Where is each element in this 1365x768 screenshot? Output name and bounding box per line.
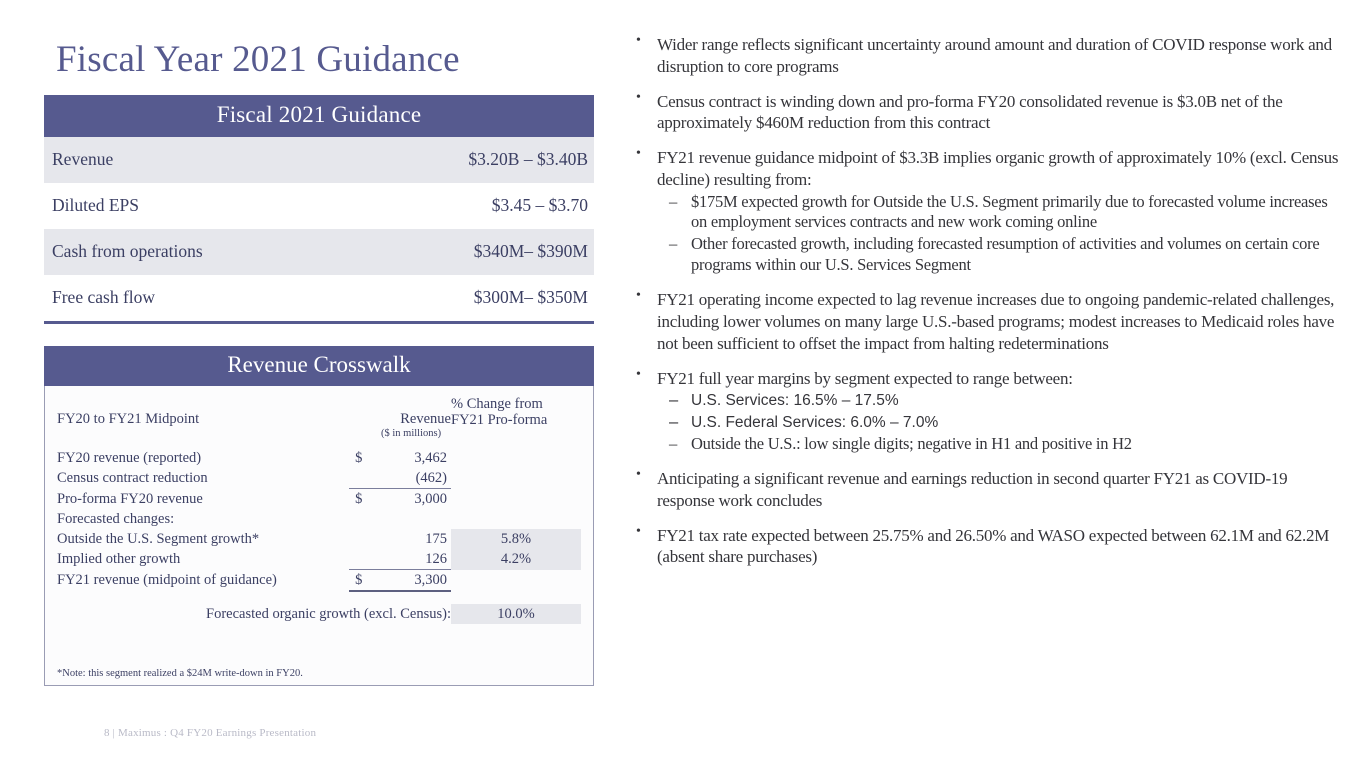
list-item bbox=[632, 147, 1344, 276]
crosswalk-pct bbox=[451, 509, 581, 529]
crosswalk-units: ($ in millions) bbox=[381, 428, 442, 440]
sub-bullet-text: Outside the U.S.: low single digits; negative in H1 and positive in H2 bbox=[691, 434, 1132, 454]
table-row bbox=[57, 509, 581, 529]
guidance-table-bottom-rule bbox=[44, 321, 594, 324]
sub-bullet-text: Other forecasted growth, including forecasted resumption of activities and volumes on certain core programs within our U.S. Services Segment bbox=[691, 234, 1320, 275]
crosswalk-item: Forecasted changes: bbox=[57, 511, 175, 528]
crosswalk-col-pct-line2: FY21 Pro-forma bbox=[451, 411, 548, 428]
list-item bbox=[632, 91, 1344, 135]
crosswalk-col-label: FY20 to FY21 Midpoint bbox=[57, 411, 200, 428]
guidance-table bbox=[44, 137, 594, 321]
left-column bbox=[44, 40, 594, 686]
crosswalk-box bbox=[44, 386, 594, 686]
bullet-text: Census contract is winding down and pro-forma FY20 consolidated revenue is $3.0B net of the approximately $460M reduction from this contract bbox=[657, 91, 1283, 133]
crosswalk-pct bbox=[451, 439, 581, 468]
crosswalk-amount: 3,300 bbox=[371, 570, 451, 592]
table-row bbox=[57, 549, 581, 570]
crosswalk-note: *Note: this segment realized a $24M write-down in FY20. bbox=[57, 667, 303, 679]
guidance-table-header: Fiscal 2021 Guidance bbox=[44, 95, 594, 137]
crosswalk-col-pct-line1: % Change from bbox=[451, 395, 543, 412]
crosswalk-item: Census contract reduction bbox=[57, 470, 208, 487]
crosswalk-amount: 3,462 bbox=[414, 450, 447, 467]
crosswalk-amount: (462) bbox=[371, 468, 451, 489]
crosswalk-amount: 175 bbox=[425, 531, 447, 548]
list-item bbox=[657, 234, 1344, 276]
crosswalk-currency: $ bbox=[349, 570, 371, 592]
crosswalk-currency bbox=[349, 529, 371, 549]
sub-bullet-text: U.S. Federal Services: 6.0% – 7.0% bbox=[691, 414, 939, 432]
list-item bbox=[632, 368, 1344, 456]
crosswalk-units-row bbox=[57, 428, 581, 439]
table-row bbox=[44, 275, 594, 321]
table-row bbox=[44, 183, 594, 229]
crosswalk-pct: 4.2% bbox=[451, 549, 581, 570]
guidance-row-label: Free cash flow bbox=[44, 275, 351, 321]
sub-bullet-list bbox=[657, 192, 1344, 277]
crosswalk-organic-label: Forecasted organic growth (excl. Census): bbox=[206, 606, 451, 623]
guidance-row-value: $3.20B – $3.40B bbox=[351, 137, 594, 183]
crosswalk-organic-row bbox=[57, 604, 581, 624]
crosswalk-item: Outside the U.S. Segment growth* bbox=[57, 531, 260, 548]
sub-bullet-text: U.S. Services: 16.5% – 17.5% bbox=[691, 392, 899, 410]
crosswalk-currency bbox=[349, 468, 371, 489]
table-row bbox=[44, 229, 594, 275]
guidance-row-label: Revenue bbox=[44, 137, 351, 183]
crosswalk-item: FY21 revenue (midpoint of guidance) bbox=[57, 572, 277, 589]
bullet-list bbox=[632, 34, 1344, 568]
list-item bbox=[657, 434, 1344, 455]
list-item bbox=[657, 390, 1344, 411]
crosswalk-spacer bbox=[57, 591, 581, 604]
bullet-text: Wider range reflects significant uncertainty around amount and duration of COVID response work and disruption to core programs bbox=[657, 35, 1332, 76]
crosswalk-currency bbox=[349, 549, 371, 570]
crosswalk-col-revenue: Revenue bbox=[400, 411, 451, 428]
bullet-text: FY21 revenue guidance midpoint of $3.3B implies organic growth of approximately 10% (excl. Census decline) resulting from: bbox=[657, 148, 1339, 189]
crosswalk-currency: $ bbox=[355, 491, 363, 508]
page-title: Fiscal Year 2021 Guidance bbox=[56, 39, 460, 80]
crosswalk-currency: $ bbox=[355, 450, 363, 467]
bullet-text: FY21 full year margins by segment expected to range between: bbox=[657, 368, 1073, 388]
guidance-table-section bbox=[44, 95, 594, 324]
list-item bbox=[632, 468, 1344, 512]
crosswalk-header-row bbox=[57, 396, 581, 428]
table-row bbox=[57, 529, 581, 549]
list-item bbox=[632, 34, 1344, 78]
list-item bbox=[632, 525, 1344, 569]
sub-bullet-list bbox=[657, 390, 1344, 455]
guidance-row-value: $340M– $390M bbox=[351, 229, 594, 275]
list-item bbox=[632, 289, 1344, 354]
right-column bbox=[632, 34, 1344, 581]
crosswalk-pct bbox=[451, 570, 581, 592]
slide-footer: 8 | Maximus : Q4 FY20 Earnings Presentation bbox=[104, 727, 317, 739]
crosswalk-amount bbox=[371, 509, 451, 529]
guidance-row-value: $300M– $350M bbox=[351, 275, 594, 321]
crosswalk-header: Revenue Crosswalk bbox=[44, 346, 594, 386]
crosswalk-amount: 126 bbox=[371, 549, 451, 570]
crosswalk-organic-value: 10.0% bbox=[451, 604, 581, 624]
sub-bullet-text: $175M expected growth for Outside the U.S. Segment primarily due to forecasted volume increases on employment services contracts and new work coming online bbox=[691, 191, 1328, 232]
table-row bbox=[44, 137, 594, 183]
table-row bbox=[57, 570, 581, 592]
bullet-text: Anticipating a significant revenue and earnings reduction in second quarter FY21 as COVID-19 response work concludes bbox=[657, 469, 1288, 510]
crosswalk-col-pct bbox=[451, 396, 581, 428]
crosswalk-item: Pro-forma FY20 revenue bbox=[57, 490, 203, 507]
table-row bbox=[57, 489, 581, 510]
bullet-text: FY21 operating income expected to lag revenue increases due to ongoing pandemic-related challenges, including lower volumes on many large U.S.-based programs; modest increases to Medicaid roles have not been sufficient to offset the impact from halting redeterminations bbox=[657, 290, 1335, 353]
bullet-text: FY21 tax rate expected between 25.75% and 26.50% and WASO expected between 62.1M and 62.2M (absent share purchases) bbox=[657, 525, 1330, 567]
guidance-row-label: Diluted EPS bbox=[44, 183, 351, 229]
crosswalk-pct: 5.8% bbox=[451, 529, 581, 549]
crosswalk-item: FY20 revenue (reported) bbox=[57, 450, 202, 467]
crosswalk-item: Implied other growth bbox=[57, 551, 181, 568]
crosswalk-pct bbox=[451, 468, 581, 489]
crosswalk-table bbox=[57, 396, 581, 624]
crosswalk-currency bbox=[349, 509, 371, 529]
crosswalk-amount: 3,000 bbox=[414, 491, 447, 508]
table-row bbox=[57, 439, 581, 468]
guidance-row-label: Cash from operations bbox=[44, 229, 351, 275]
table-row bbox=[57, 468, 581, 489]
crosswalk-pct bbox=[451, 489, 581, 510]
guidance-row-value: $3.45 – $3.70 bbox=[351, 183, 594, 229]
list-item bbox=[657, 412, 1344, 433]
list-item bbox=[657, 192, 1344, 234]
